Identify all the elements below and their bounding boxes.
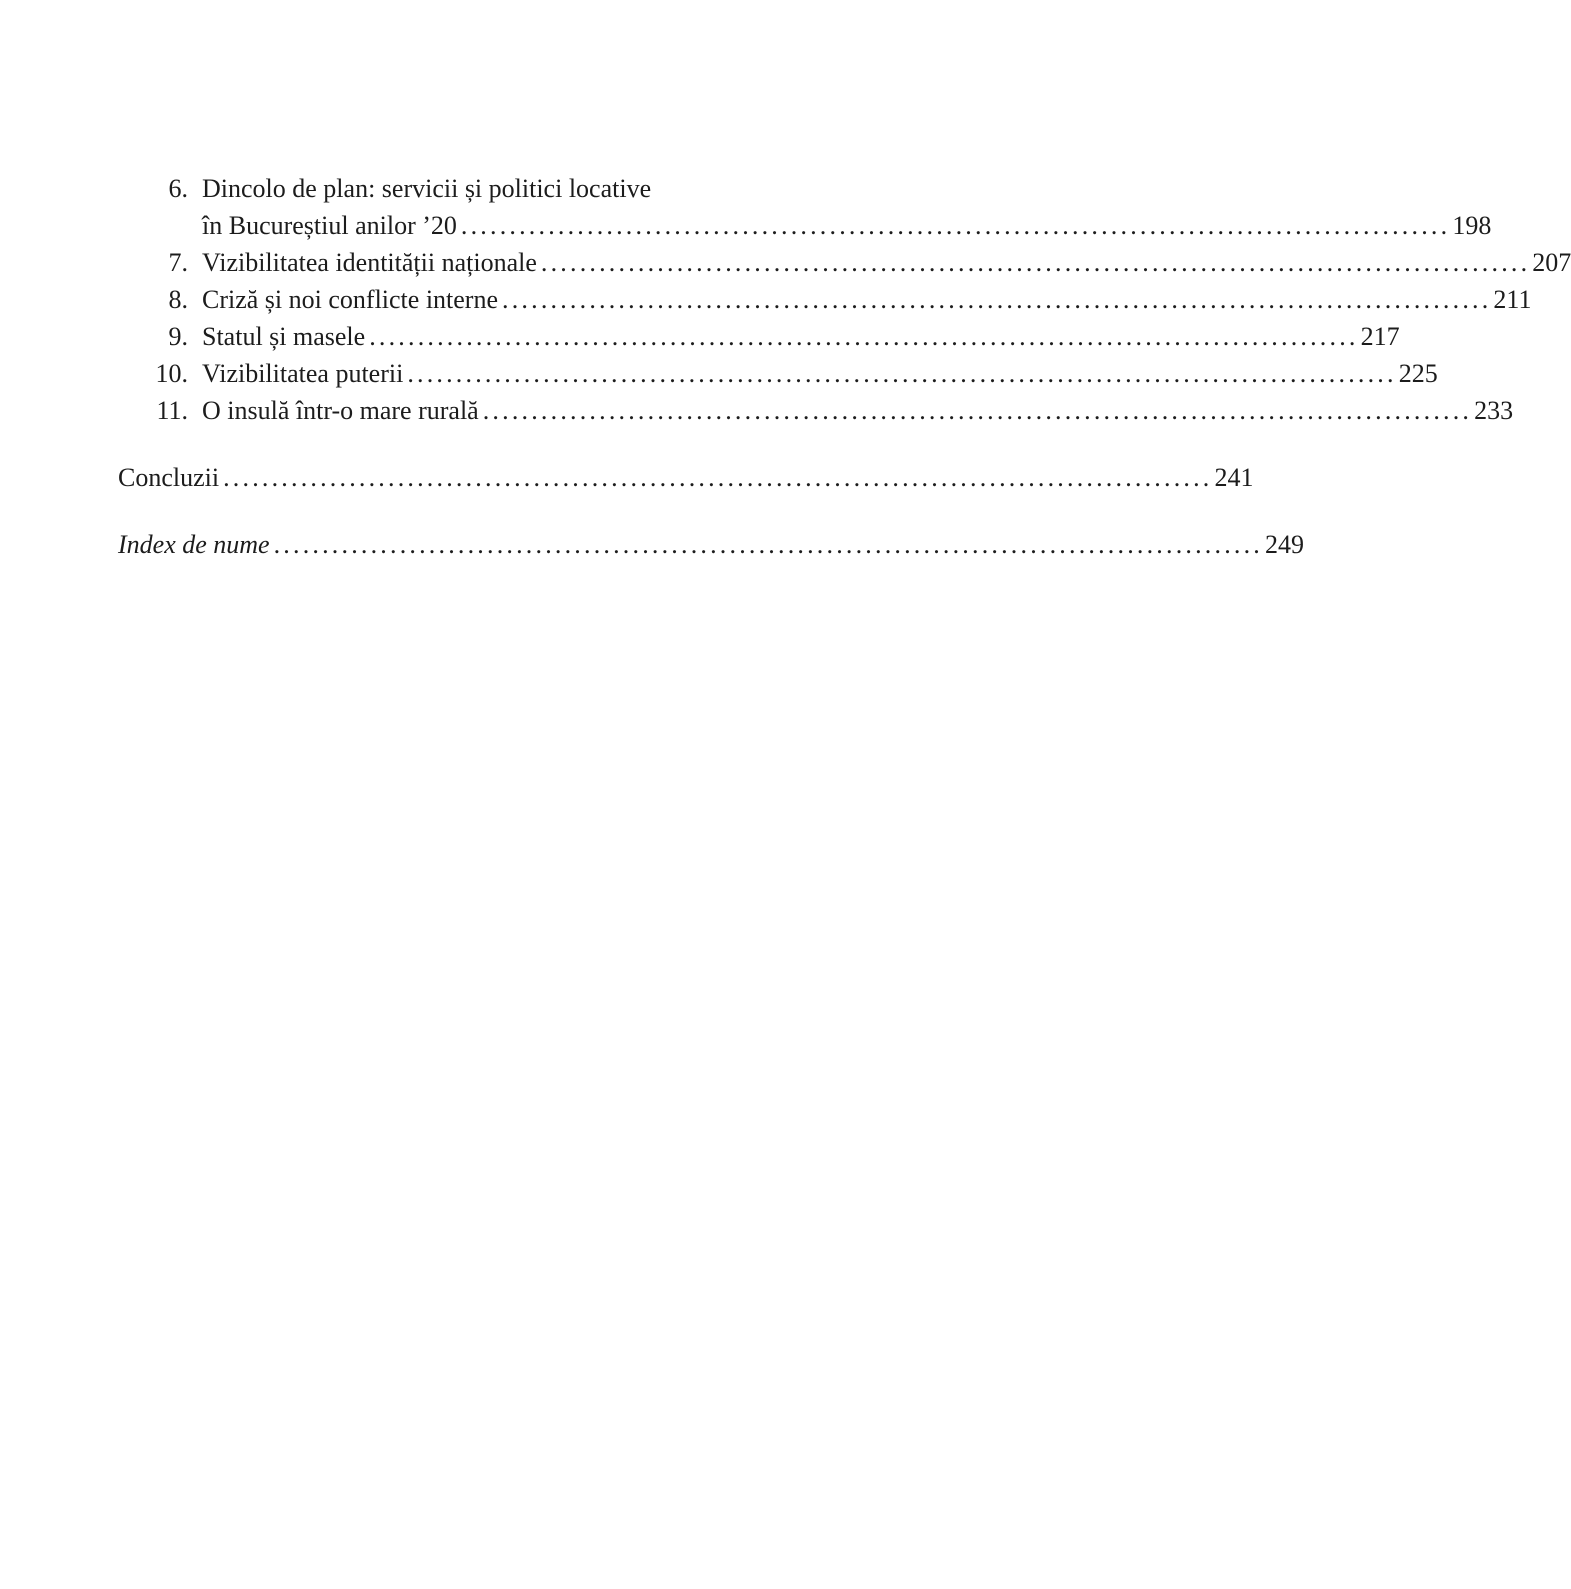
chapter-title: Statul și masele xyxy=(202,322,366,351)
chapter-number: 7. xyxy=(168,248,188,277)
chapter-number: 10. xyxy=(155,359,188,388)
table-of-contents xyxy=(118,170,1571,563)
dot-leader: ...................................................................................................... xyxy=(540,248,1531,277)
toc-entry-6-line2 xyxy=(118,207,1492,244)
toc-entry-title-wrapper xyxy=(202,207,1492,244)
section-spacer xyxy=(118,429,892,459)
dot-leader: ...................................................................................................... xyxy=(273,530,1264,559)
chapter-title: Vizibilitatea identității naționale xyxy=(202,248,537,277)
chapter-title: O insulă într-o mare rurală xyxy=(202,396,479,425)
dot-leader: ...................................................................................................... xyxy=(482,396,1473,425)
page-number: 249 xyxy=(1265,530,1305,559)
page-number: 198 xyxy=(1452,211,1492,240)
toc-entry-title-wrapper xyxy=(202,281,1532,318)
chapter-number: 6. xyxy=(168,174,188,203)
toc-entry-title-wrapper xyxy=(202,318,1400,355)
toc-entry-title-wrapper xyxy=(202,392,1514,429)
chapter-number: 9. xyxy=(168,322,188,351)
toc-entry-10 xyxy=(118,355,1438,392)
toc-entry-title-wrapper xyxy=(202,170,892,207)
dot-leader: ...................................................................................................... xyxy=(407,359,1397,388)
toc-entry-8 xyxy=(118,281,1532,318)
page-number: 225 xyxy=(1398,359,1438,388)
page-number: 241 xyxy=(1214,463,1254,492)
dot-leader: ...................................................................................................... xyxy=(460,211,1451,240)
toc-entry-title-wrapper xyxy=(202,355,1438,392)
dot-leader: ...................................................................................................... xyxy=(369,322,1359,351)
page-number: 217 xyxy=(1360,322,1400,351)
chapter-number: 8. xyxy=(168,285,188,314)
index-title: Index de nume xyxy=(118,530,270,559)
dot-leader: ...................................................................................................... xyxy=(223,463,1213,492)
page-number: 211 xyxy=(1493,285,1532,314)
toc-entry-9 xyxy=(118,318,1400,355)
page-number: 233 xyxy=(1474,396,1514,425)
toc-entry-index xyxy=(118,526,1305,563)
chapter-title-continuation: în Bucureștiul anilor ’20 xyxy=(202,211,457,240)
conclusions-title: Concluzii xyxy=(118,463,220,492)
section-spacer xyxy=(118,496,892,526)
toc-entry-6-line1 xyxy=(118,170,892,207)
toc-entry-title-wrapper xyxy=(118,526,1305,563)
toc-entry-11 xyxy=(118,392,1514,429)
toc-entry-title-wrapper xyxy=(202,244,1571,281)
toc-entry-7 xyxy=(118,244,1571,281)
chapter-title: Dincolo de plan: servicii și politici locative xyxy=(202,174,652,203)
toc-entry-conclusions xyxy=(118,459,1254,496)
chapter-title: Criză și noi conflicte interne xyxy=(202,285,499,314)
chapter-title: Vizibilitatea puterii xyxy=(202,359,404,388)
dot-leader: ...................................................................................................... xyxy=(502,285,1492,314)
toc-entry-title-wrapper xyxy=(118,459,1254,496)
page-number: 207 xyxy=(1532,248,1571,277)
chapter-number: 11. xyxy=(156,396,188,425)
